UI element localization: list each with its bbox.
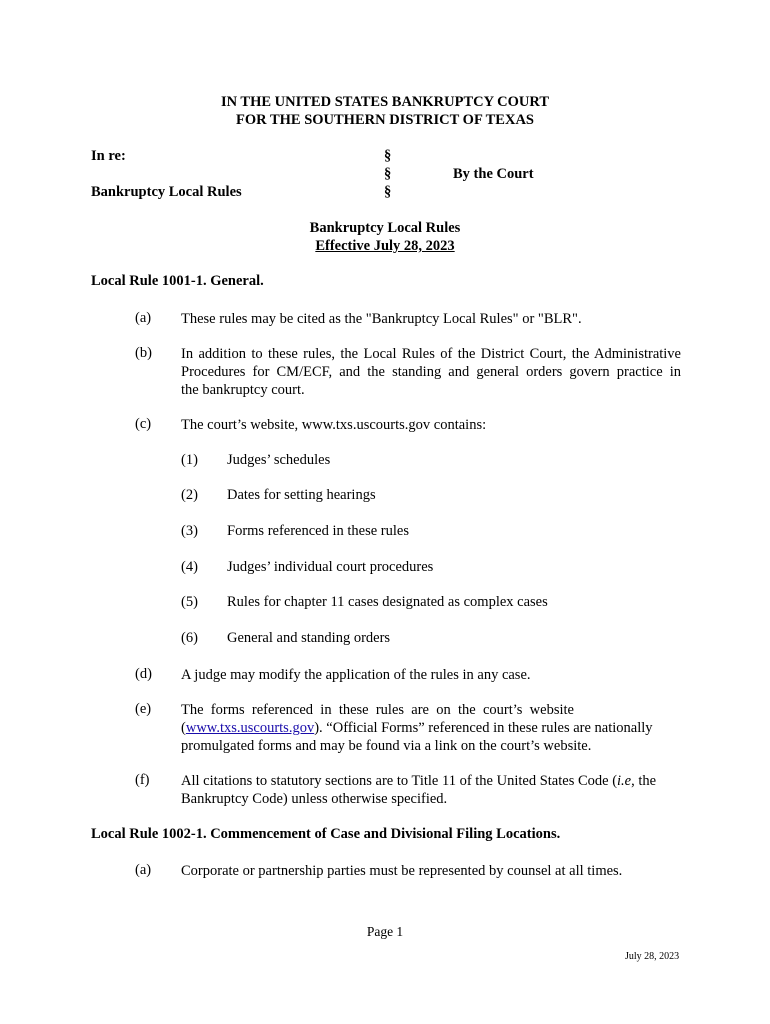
page-number: Page 1 <box>366 924 404 939</box>
rule-1001-heading: Local Rule 1001-1. General. <box>91 273 264 289</box>
list-item-number: (6) <box>181 630 198 646</box>
court-name-line2: FOR THE SOUTHERN DISTRICT OF TEXAS <box>235 112 534 128</box>
party-name: Bankruptcy Local Rules <box>91 184 242 200</box>
rule-1001-d-text: A judge may modify the application of the rules in any case. <box>181 667 531 683</box>
in-re-label: In re: <box>91 148 126 164</box>
paragraph-label: (a) <box>135 310 152 326</box>
list-item-number: (5) <box>181 594 198 610</box>
paragraph-label: (c) <box>135 416 152 432</box>
by-the-court: By the Court <box>453 166 534 182</box>
list-item: Forms referenced in these rules <box>227 523 409 539</box>
section-mark: § <box>384 166 392 182</box>
rule-1001-c-text: The court’s website, www.txs.uscourts.gov contains: <box>181 417 487 433</box>
rule-1002-a-text: Corporate or partnership parties must be represented by counsel at all times. <box>181 863 623 879</box>
paragraph-label: (d) <box>135 666 152 682</box>
list-item: Rules for chapter 11 cases designated as complex cases <box>227 594 548 610</box>
list-item: Judges’ schedules <box>227 452 331 468</box>
list-item: Judges’ individual court procedures <box>227 559 434 575</box>
paragraph-label: (b) <box>135 345 152 361</box>
paragraph-label: (f) <box>135 772 150 788</box>
list-item-number: (4) <box>181 559 198 575</box>
rule-1002-heading: Local Rule 1002-1. Commencement of Case and Divisional Filing Locations. <box>91 826 561 842</box>
rule-1001-e-text: The forms referenced in these rules are on the court’s website (www.txs.uscourts.gov). “Official Forms” referenced in these rules are nationally promulgated forms and may be found via a link on the court’s website. <box>181 702 653 754</box>
section-mark: § <box>384 184 392 200</box>
court-name-line1: IN THE UNITED STATES BANKRUPTCY COURT <box>220 94 550 110</box>
effective-date: Effective July 28, 2023 <box>315 238 455 254</box>
list-item-number: (2) <box>181 487 198 503</box>
list-item: Dates for setting hearings <box>227 487 376 503</box>
court-website-link[interactable]: www.txs.uscourts.gov <box>185 720 315 736</box>
section-mark: § <box>384 148 392 164</box>
list-item-number: (1) <box>181 452 198 468</box>
list-item: General and standing orders <box>227 630 391 646</box>
list-item-number: (3) <box>181 523 198 539</box>
rule-1001-b-text: In addition to these rules, the Local Rules of the District Court, the Administrative Procedures for CM/ECF, and the standing and general orders govern practice in the bankruptcy court. <box>181 346 681 398</box>
rule-1001-a-text: These rules may be cited as the "Bankruptcy Local Rules" or "BLR". <box>181 311 582 327</box>
paragraph-label: (e) <box>135 701 152 717</box>
footer-date: July 28, 2023 <box>625 951 680 962</box>
paragraph-label: (a) <box>135 862 152 878</box>
document-title: Bankruptcy Local Rules <box>309 220 461 236</box>
rule-1001-f-text: All citations to statutory sections are to Title 11 of the United States Code (i.e, the Bankruptcy Code) unless otherwise specified. <box>181 773 657 807</box>
